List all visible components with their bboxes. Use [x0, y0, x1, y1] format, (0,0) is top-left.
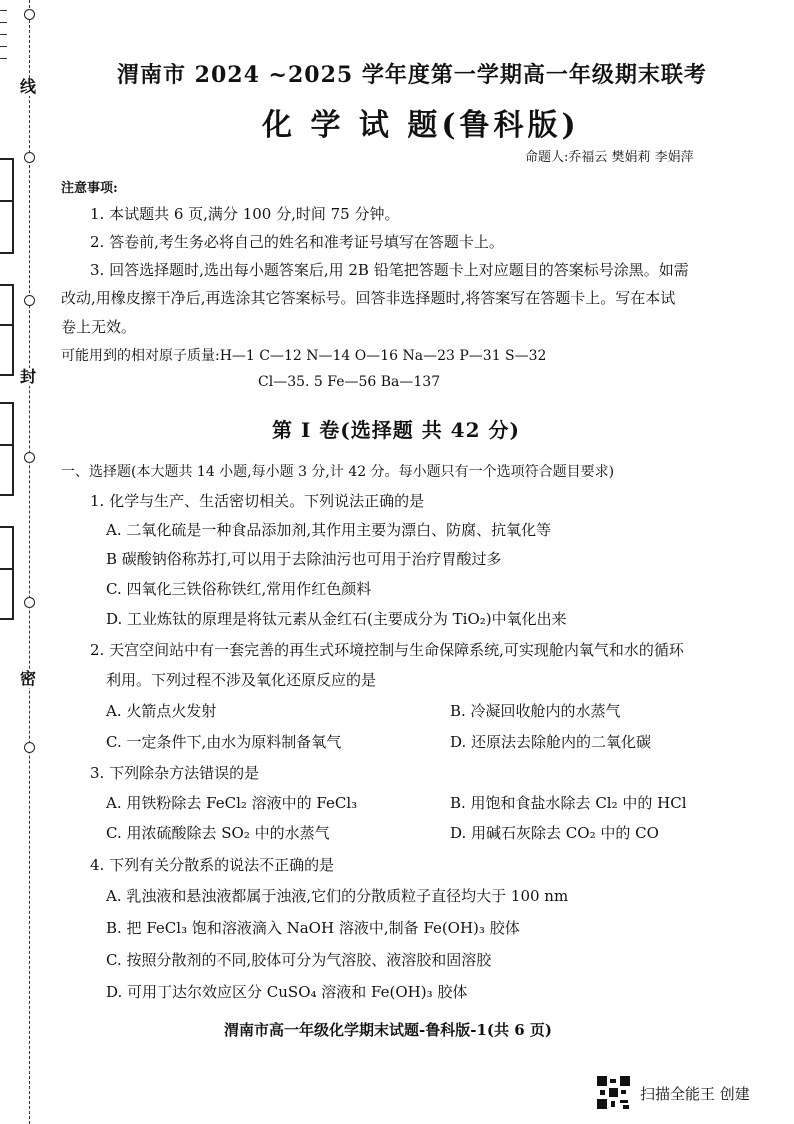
- authors: 命题人:乔福云 樊娟莉 李娟萍: [525, 150, 694, 165]
- binding-hole: [24, 9, 35, 20]
- notice-item: 卷上无效。: [61, 318, 137, 336]
- notice-item: 2. 答卷前,考生务必将自己的姓名和准考证号填写在答题卡上。: [90, 233, 504, 251]
- binding-tick: [0, 58, 7, 59]
- option-d: D. 还原法去除舱内的二氧化碳: [450, 733, 652, 751]
- binding-hole: [24, 742, 35, 753]
- option-a: A. 乳浊液和悬浊液都属于浊液,它们的分散质粒子直径均大于 100 nm: [106, 887, 569, 905]
- binding-info-box: [0, 284, 14, 376]
- binding-info-box: [0, 402, 14, 496]
- option-d: D. 工业炼钛的原理是将钛元素从金红石(主要成分为 TiO₂)中氧化出来: [106, 610, 567, 628]
- option-b: B. 用饱和食盐水除去 Cl₂ 中的 HCl: [450, 794, 687, 812]
- page-footer: 渭南市高一年级化学期末试题-鲁科版-1(共 6 页): [224, 1021, 552, 1039]
- exam-subtitle: 化 学 试 题(鲁科版): [262, 108, 580, 143]
- option-a: A. 火箭点火发射: [106, 702, 217, 720]
- binding-tick: [0, 34, 7, 35]
- binding-hole: [24, 597, 35, 608]
- question-stem: 4. 下列有关分散系的说法不正确的是: [90, 856, 335, 874]
- atomic-mass-line1: 可能用到的相对原子质量:H—1 C—12 N—14 O—16 Na—23 P—31 S—32: [61, 348, 547, 364]
- binding-dashed-line: [29, 0, 30, 1124]
- option-c: C. 按照分散剂的不同,胶体可分为气溶胶、液溶胶和固溶胶: [106, 951, 492, 969]
- option-c: C. 用浓硫酸除去 SO₂ 中的水蒸气: [106, 824, 330, 842]
- binding-hole: [24, 152, 35, 163]
- scanner-watermark: 扫描全能王 创建: [640, 1085, 750, 1103]
- binding-tick: [0, 10, 7, 11]
- binding-tick: [0, 22, 7, 23]
- option-b: B. 把 FeCl₃ 饱和溶液滴入 NaOH 溶液中,制备 Fe(OH)₃ 胶体: [106, 919, 520, 937]
- binding-hole: [24, 452, 35, 463]
- binding-info-box: [0, 158, 14, 254]
- question-stem: 3. 下列除杂方法错误的是: [90, 764, 260, 782]
- option-d: D. 可用丁达尔效应区分 CuSO₄ 溶液和 Fe(OH)₃ 胶体: [106, 983, 468, 1001]
- option-c: C. 四氧化三铁俗称铁红,常用作红色颜料: [106, 580, 372, 598]
- notice-item: 改动,用橡皮擦干净后,再选涂其它答案标号。回答非选择题时,将答案写在答题卡上。写在本试: [61, 289, 676, 307]
- binding-tick: [0, 46, 7, 47]
- section-instruction: 一、选择题(本大题共 14 小题,每小题 3 分,计 42 分。每小题只有一个选项符合题目要求): [61, 464, 615, 480]
- notice-item: 3. 回答选择题时,选出每小题答案后,用 2B 铅笔把答题卡上对应题目的答案标号涂黑。如需: [90, 261, 689, 279]
- option-d: D. 用碱石灰除去 CO₂ 中的 CO: [450, 824, 659, 842]
- notice-heading: 注意事项:: [61, 181, 118, 196]
- option-b: B. 冷凝回收舱内的水蒸气: [450, 702, 621, 720]
- option-b: B 碳酸钠俗称苏打,可以用于去除油污也可用于治疗胃酸过多: [106, 550, 502, 568]
- binding-char-seal2: 密: [20, 669, 37, 688]
- option-c: C. 一定条件下,由水为原料制备氧气: [106, 733, 342, 751]
- option-a: A. 二氧化硫是一种食品添加剂,其作用主要为漂白、防腐、抗氧化等: [106, 521, 552, 539]
- section-title: 第 I 卷(选择题 共 42 分): [272, 418, 520, 442]
- notice-item: 1. 本试题共 6 页,满分 100 分,时间 75 分钟。: [90, 205, 400, 223]
- qr-code-icon: [597, 1076, 630, 1109]
- exam-title: 渭南市 2024 ~2025 学年度第一学期高一年级期末联考: [117, 62, 707, 88]
- binding-info-box: [0, 526, 14, 620]
- question-stem-cont: 利用。下列过程不涉及氧化还原反应的是: [106, 671, 377, 689]
- atomic-mass-line2: Cl—35. 5 Fe—56 Ba—137: [258, 374, 441, 390]
- binding-char-line: 线: [20, 77, 37, 96]
- binding-hole: [24, 295, 35, 306]
- option-a: A. 用铁粉除去 FeCl₂ 溶液中的 FeCl₃: [106, 794, 358, 812]
- question-stem: 2. 天宫空间站中有一套完善的再生式环境控制与生命保障系统,可实现舱内氧气和水的循环: [90, 641, 684, 659]
- binding-char-seal: 封: [20, 367, 37, 386]
- question-stem: 1. 化学与生产、生活密切相关。下列说法正确的是: [90, 492, 425, 510]
